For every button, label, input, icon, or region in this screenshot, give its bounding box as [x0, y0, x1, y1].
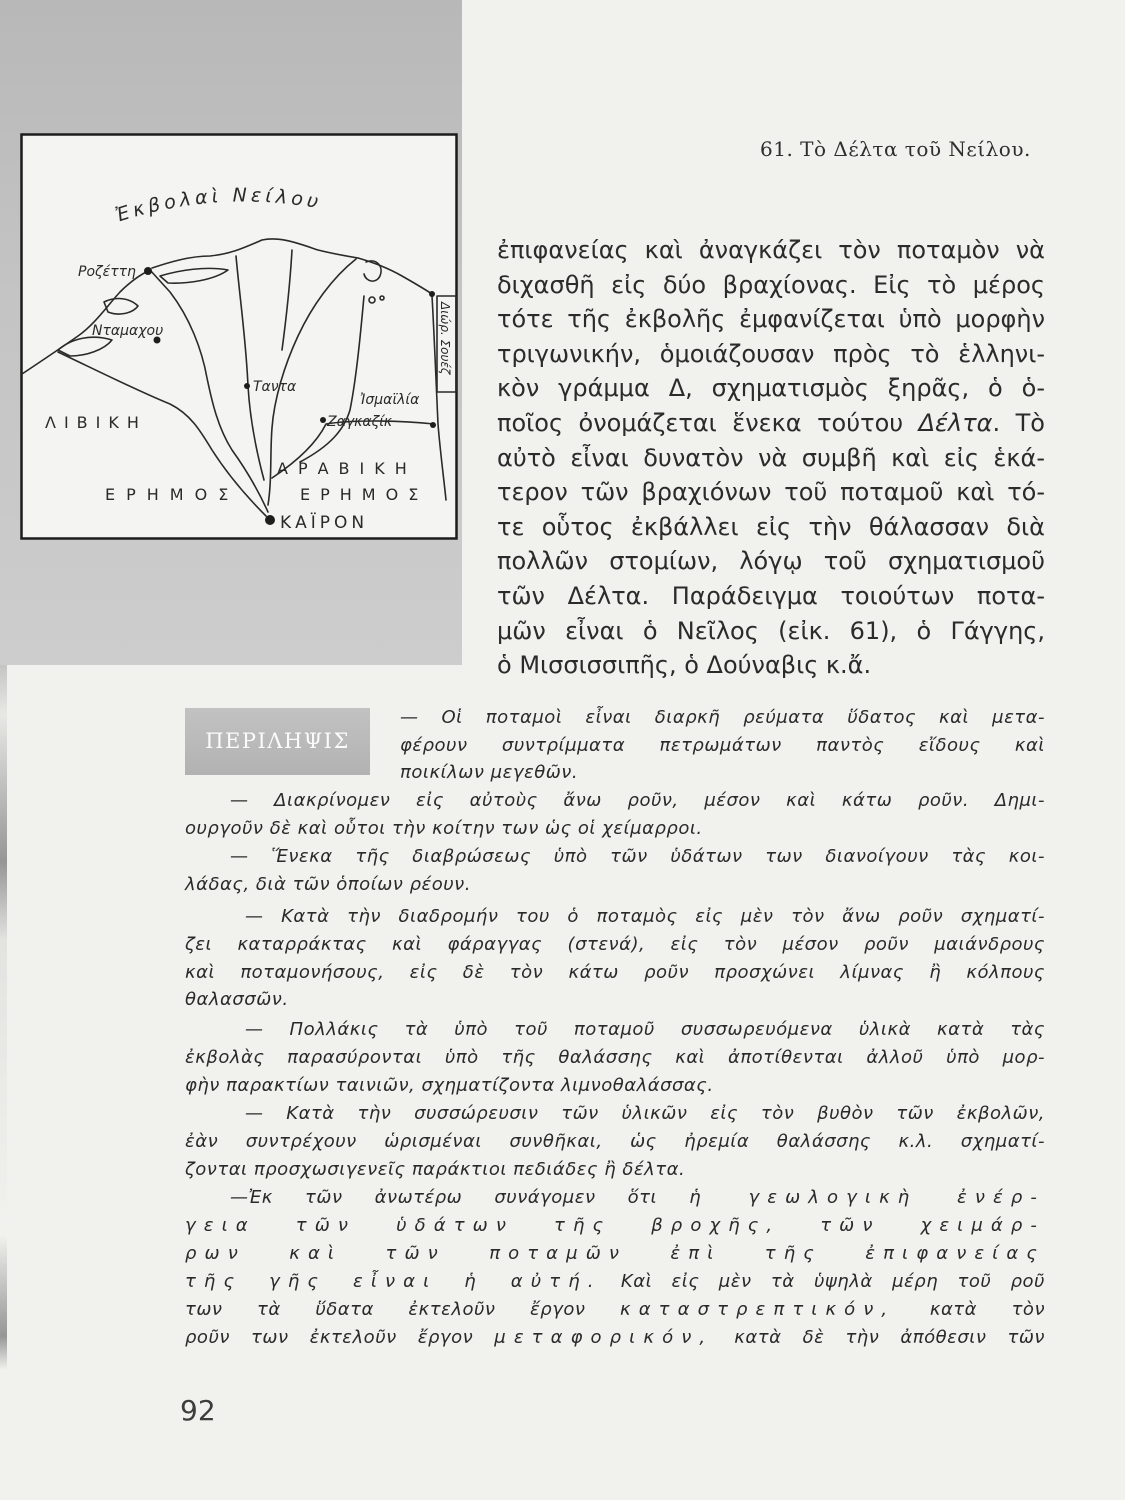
summary-line: — Οἱ ποταμοὶ εἶναι διαρκῆ ρεύματα ὕδατος καὶ μετα- [400, 707, 1045, 728]
body-paragraph [497, 233, 1045, 683]
label-ismailia: Ἰσμαϊλία [360, 392, 420, 408]
label-zagazig: Ζαγκαζίκ [327, 414, 393, 430]
summary-line-segment: των τὰ ὕδατα ἐκτελοῦν ἔργον [185, 1299, 620, 1320]
summary-line: θαλασσῶν. [185, 989, 289, 1010]
rosetta-marker [144, 267, 152, 275]
body-line: αὐτὸ εἶναι δυνατὸν νὰ συμβῆ καὶ εἰς ἑκά- [497, 443, 1045, 472]
summary-line-segment: Καὶ εἰς μὲν τὰ ὑψηλὰ μέρη τοῦ ροῦ [601, 1271, 1045, 1292]
label-rosetta: Ροζέττη [78, 264, 136, 280]
summary-line [230, 1184, 1045, 1212]
map-drawing [20, 133, 458, 540]
summary-line-segment: κατὰ τὸν [895, 1299, 1045, 1320]
summary-line [185, 1268, 1045, 1296]
zagazig-marker [320, 417, 326, 423]
summary-line-segment: ροῦν των ἐκτελοῦν ἔργον [185, 1327, 495, 1348]
nile-delta-map [20, 133, 458, 540]
page-number: 92 [180, 1394, 216, 1427]
label-damanhur: Νταμαχου [92, 323, 164, 339]
summary-line: λάδας, διὰ τῶν ὁποίων ρέουν. [185, 874, 471, 895]
summary-line-segment: —Ἐκ τῶν ἀνωτέρω συνάγομεν ὅτι [230, 1187, 690, 1208]
tanta-marker [244, 383, 250, 389]
figure-caption: 61. Τὸ Δέλτα τοῦ Νείλου. [760, 137, 1031, 161]
summary-line: ποικίλων μεγεθῶν. [400, 762, 579, 783]
body-line: τριγωνικήν, ὁμοιάζουσαν πρὸς τὸ ἑλληνι- [497, 339, 1045, 368]
summary-spaced-emphasis: καταστρεπτικόν, [620, 1299, 896, 1320]
label-libyan: ΛΙΒΙΚΗ [45, 413, 147, 432]
body-line: τε οὗτος ἐκβάλλει εἰς τὴν θάλασσαν διὰ [497, 512, 1045, 541]
summary-line: φέρουν συντρίμματα πετρωμάτων παντὸς εἴδους καὶ [400, 735, 1045, 756]
summary-spaced-emphasis: γεια τῶν ὑδάτων τῆς βροχῆς, τῶν χειμάρ- [185, 1215, 1045, 1236]
summary-line: — Κατὰ τὴν συσσώρευσιν τῶν ὑλικῶν εἰς τὸν βυθὸν τῶν ἐκβολῶν, [245, 1103, 1045, 1124]
body-line: κὸν γράμμα Δ, σχηματισμὸς ξηρᾶς, ὁ ὁ- [497, 374, 1045, 403]
body-line: μῶν εἶναι ὁ Νεῖλος (εἰκ. 61), ὁ Γάγγης, [497, 616, 1045, 645]
summary-line: — Διακρίνομεν εἰς αὐτοὺς ἄνω ροῦν, μέσον καὶ κάτω ροῦν. Δημι- [230, 790, 1045, 811]
label-arabian-desert: ΕΡΗΜΟΣ [300, 485, 429, 504]
cairo-marker [265, 515, 275, 525]
summary-line: ἐὰν συντρέχουν ὡρισμέναι συνθῆκαι, ὡς ἠρεμία θαλάσσης κ.λ. σχηματί- [185, 1131, 1045, 1152]
body-line [497, 406, 1045, 441]
body-line: ἐπιφανείας καὶ ἀναγκάζει τὸν ποταμὸν νὰ [497, 236, 1045, 264]
body-line: πολλῶν στομίων, λόγῳ τοῦ σχηματισμοῦ [497, 547, 1045, 576]
body-italic-term: Δέλτα [918, 408, 993, 437]
summary-line: — Κατὰ τὴν διαδρομήν του ὁ ποταμὸς εἰς μὲν τὸν ἄνω ροῦν σχηματί- [245, 906, 1045, 927]
label-suez-canal: Διώρ. Σουέζ [438, 302, 452, 375]
summary-line: φὴν παρακτίων ταινιῶν, σχηματίζοντα λιμνοθαλάσσας. [185, 1075, 714, 1096]
summary-spaced-emphasis: τῆς γῆς εἶναι ἡ αὐτή. [185, 1271, 602, 1292]
summary-spaced-emphasis: ρων καὶ τῶν ποταμῶν ἐπὶ τῆς ἐπιφανείας [185, 1243, 1045, 1264]
summary-spaced-emphasis: μεταφορικόν, [494, 1327, 714, 1348]
body-line: τῶν Δέλτα. Παράδειγμα τοιούτων ποτα- [497, 581, 1045, 610]
summary-line: — Πολλάκις τὰ ὑπὸ τοῦ ποταμοῦ συσσωρευόμενα ὑλικὰ κατὰ τὰς [245, 1019, 1045, 1040]
summary-line: ζει καταρράκτας καὶ φάραγγας (στενά), εἰς τὸν μέσον ροῦν μαιάνδρους [185, 934, 1045, 955]
summary-line [185, 1324, 1045, 1352]
body-line: τότε τῆς ἐκβολῆς ἐμφανίζεται ὑπὸ μορφὴν [497, 305, 1045, 334]
body-line: ὁ Μισσισσιπῆς, ὁ Δούναβις κ.ἄ. [497, 651, 872, 680]
body-line-segment: . Τὸ [992, 408, 1045, 437]
summary-line: ουργοῦν δὲ καὶ οὗτοι τὴν κοίτην των ὡς οἱ χείμαρροι. [185, 818, 703, 839]
body-line: τερον τῶν βραχιόνων τοῦ ποταμοῦ καὶ τό- [497, 478, 1045, 507]
label-cairo: ΚΑΪΡΟΝ [280, 513, 369, 533]
label-arabian: ΑΡΑΒΙΚΗ [277, 459, 417, 478]
ismailia-marker [430, 422, 436, 428]
summary-line: καὶ ποταμονήσους, εἰς δὲ τὸν κάτω ροῦν προσχώνει λίμνας ἢ κόλπους [185, 962, 1045, 983]
body-line: διχασθῆ εἰς δύο βραχίονας. Εἰς τὸ μέρος [497, 270, 1045, 299]
port-said-marker [429, 291, 435, 297]
summary-line [185, 1212, 1045, 1240]
body-line-segment: ποῖος ὀνομάζεται ἕνεκα τούτου [497, 408, 919, 437]
summary-line-segment: κατὰ δὲ τὴν ἀπόθεσιν τῶν [713, 1327, 1045, 1348]
summary-line: — Ἕνεκα τῆς διαβρώσεως ὑπὸ τῶν ὑδάτων των διανοίγουν τὰς κοι- [230, 846, 1045, 867]
summary-line: ζονται προσχωσιγενεῖς παράκτιοι πεδιάδες ἢ δέλτα. [185, 1159, 686, 1180]
label-tanta: Ταντα [253, 379, 297, 395]
label-libyan-desert: ΕΡΗΜΟΣ [105, 485, 240, 504]
summary-line: ἐκβολὰς παρασύρονται ὑπὸ τῆς θαλάσσης καὶ ἀποτίθενται ἀλλοῦ ὑπὸ μορ- [185, 1047, 1045, 1068]
summary-line [185, 1240, 1045, 1268]
summary-line [185, 1296, 1045, 1324]
summary-heading: ΠΕΡΙΛΗΨΙΣ [185, 708, 370, 775]
summary-spaced-emphasis: ἡ γεωλογικὴ ἐνέρ- [689, 1187, 1045, 1208]
map-title-text: Ἐκβολαὶ Νείλου [113, 184, 324, 227]
